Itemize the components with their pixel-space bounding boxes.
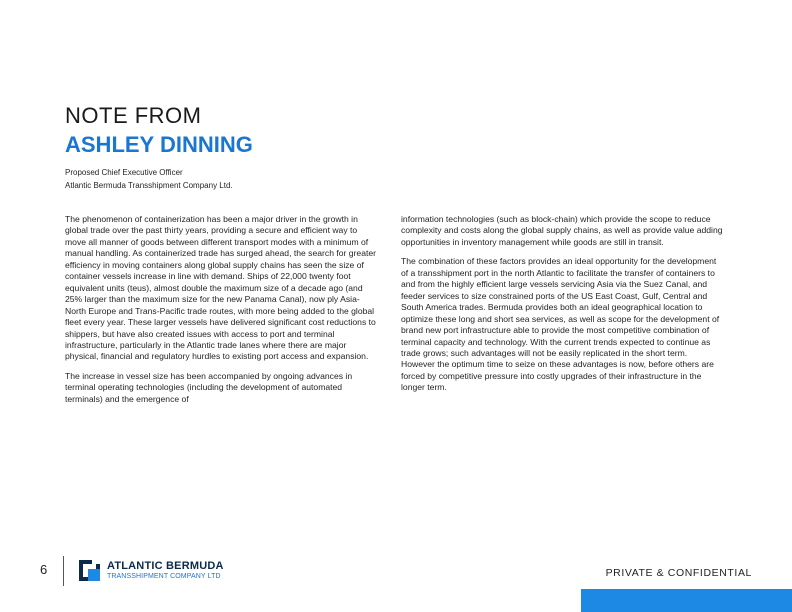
logo-blue-square (88, 569, 100, 581)
page-title-author: ASHLEY DINNING (65, 132, 253, 157)
left-paragraph-2: The increase in vessel size has been accompanied by ongoing advances in terminal operating technologies (including the development of automated terminals) and the emergence of (65, 370, 353, 404)
logo-company-name: ATLANTIC BERMUDA (107, 560, 224, 572)
left-paragraph-1: The phenomenon of containerization has been a major driver in the growth in global trade over the past thirty years, providing a secure and efficient way to move all manner of goods between different transport modes with a minimum of manual handling. As containerized trade has surged ahead, the search for greater efficiency in moving containers along global supply chains has seen the size of container vessels increase in line with demand. Ships of 22,000 twenty foot equivalent units (teus), almost double the maximum size of a decade ago (and 25% larger than the maximum size for the new Panama Canal), now ply Asia-North Europe and Trans-Pacific trade routes, with more being added to the global fleet every year. These larger vessels have delivered significant cost reductions to shippers, but have also created issues with access to port and terminal infrastructure, particularly in the Atlantic trade lanes where there are major physical, financial and regulatory hurdles to existing port access and expansion. (65, 214, 377, 362)
right-paragraph-2: The combination of these factors provides an ideal opportunity for the development of a transshipment port in the north Atlantic to facilitate the transfer of containers to and from the highly efficient large vessels servicing Asia via the Suez Canal, and feeder services to size constrained ports of the US East Coast, Gulf, Central and South America trades. Bermuda provides both an ideal geographical location to optimize these long and short sea services, as well as scope for the development of brand new port infrastructure able to provide the most competitive combination of terminal capacity and technology. With the current trends expected to continue as trade grows; such advantages will not be easily replicated in the short term. However the optimum time to seize on these advantages is now, before others are forced by competitive pressure into costly upgrades of their infrastructure in the longer term. (401, 256, 720, 393)
confidential-label: PRIVATE & CONFIDENTIAL (605, 567, 752, 579)
company-logo-icon (79, 560, 100, 581)
page-title-line1: NOTE FROM (65, 103, 202, 128)
author-role: Proposed Chief Executive Officer (65, 168, 183, 177)
logo-white-gap (92, 560, 100, 564)
right-column (401, 214, 723, 402)
author-company: Atlantic Bermuda Transshipment Company Ltd. (65, 181, 233, 190)
left-column (65, 214, 377, 413)
author-role-block (65, 166, 233, 192)
page-number: 6 (40, 562, 48, 577)
footer-divider (63, 556, 64, 586)
right-paragraph-1: information technologies (such as block-chain) which provide the scope to reduce complexity and costs along the global supply chains, as well as provide value adding opportunities in inventory management while goods are still in transit. (401, 214, 723, 247)
logo-company-subtitle: TRANSSHIPMENT COMPANY LTD (107, 573, 221, 580)
footer-blue-bar (581, 589, 792, 612)
